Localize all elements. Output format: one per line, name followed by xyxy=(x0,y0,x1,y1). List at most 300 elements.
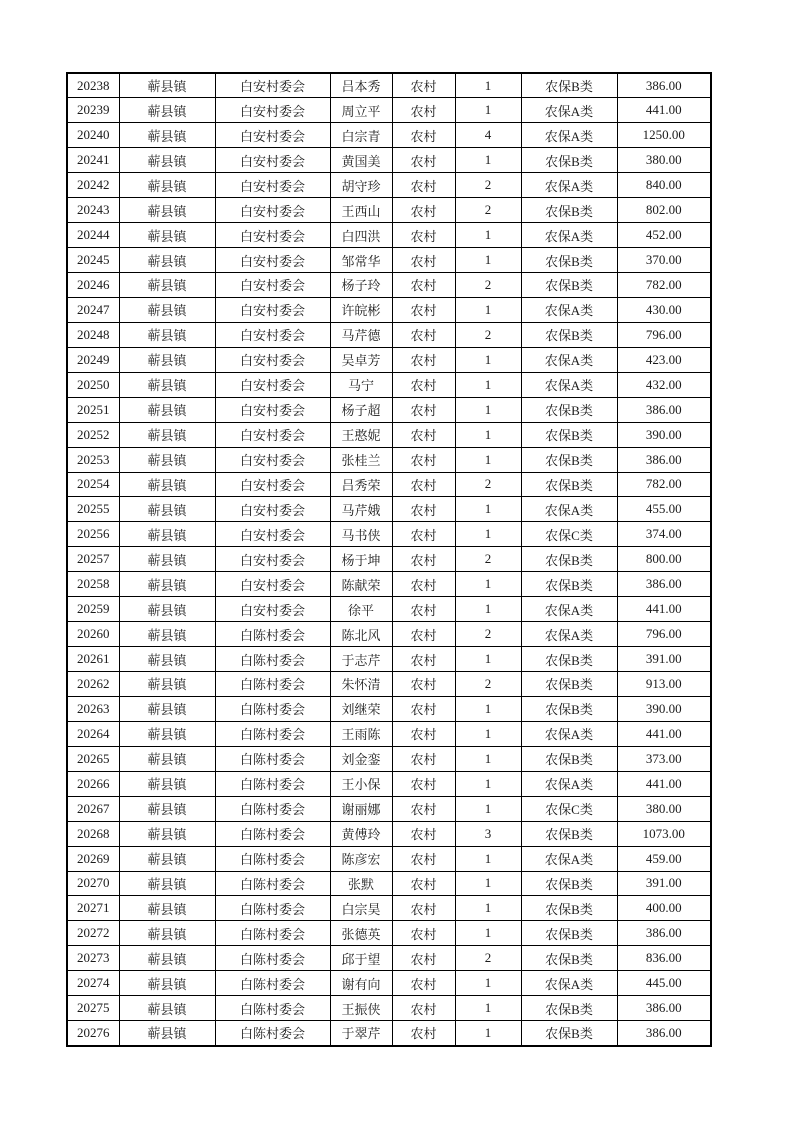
cell-insurance-category: 农保B类 xyxy=(521,148,617,173)
cell-serial-number: 20244 xyxy=(67,223,119,248)
cell-residence-type: 农村 xyxy=(392,347,455,372)
table-row xyxy=(67,597,711,622)
cell-person-name: 吕秀荣 xyxy=(330,472,392,497)
cell-town: 蕲县镇 xyxy=(119,98,215,123)
cell-village-committee: 白安村委会 xyxy=(215,372,330,397)
cell-residence-type: 农村 xyxy=(392,223,455,248)
cell-person-count: 1 xyxy=(455,248,521,273)
cell-town: 蕲县镇 xyxy=(119,696,215,721)
cell-village-committee: 白安村委会 xyxy=(215,148,330,173)
cell-person-name: 王雨陈 xyxy=(330,721,392,746)
table-row xyxy=(67,522,711,547)
table-row xyxy=(67,547,711,572)
cell-serial-number: 20245 xyxy=(67,248,119,273)
cell-amount: 432.00 xyxy=(617,372,711,397)
table-row xyxy=(67,98,711,123)
cell-person-count: 1 xyxy=(455,846,521,871)
table-row xyxy=(67,422,711,447)
cell-person-count: 1 xyxy=(455,297,521,322)
cell-serial-number: 20254 xyxy=(67,472,119,497)
cell-amount: 386.00 xyxy=(617,1021,711,1046)
cell-serial-number: 20253 xyxy=(67,447,119,472)
cell-town: 蕲县镇 xyxy=(119,647,215,672)
cell-person-name: 刘继荣 xyxy=(330,696,392,721)
cell-insurance-category: 农保B类 xyxy=(521,422,617,447)
cell-person-name: 朱怀清 xyxy=(330,672,392,697)
cell-person-count: 1 xyxy=(455,73,521,98)
cell-person-count: 1 xyxy=(455,796,521,821)
cell-serial-number: 20252 xyxy=(67,422,119,447)
cell-village-committee: 白陈村委会 xyxy=(215,746,330,771)
cell-serial-number: 20256 xyxy=(67,522,119,547)
cell-amount: 836.00 xyxy=(617,946,711,971)
cell-town: 蕲县镇 xyxy=(119,173,215,198)
cell-person-name: 杨子玲 xyxy=(330,273,392,298)
cell-insurance-category: 农保A类 xyxy=(521,297,617,322)
cell-village-committee: 白安村委会 xyxy=(215,73,330,98)
cell-residence-type: 农村 xyxy=(392,771,455,796)
cell-amount: 390.00 xyxy=(617,422,711,447)
cell-village-committee: 白陈村委会 xyxy=(215,896,330,921)
cell-insurance-category: 农保B类 xyxy=(521,696,617,721)
cell-residence-type: 农村 xyxy=(392,721,455,746)
cell-serial-number: 20268 xyxy=(67,821,119,846)
table-row xyxy=(67,173,711,198)
cell-residence-type: 农村 xyxy=(392,273,455,298)
cell-serial-number: 20246 xyxy=(67,273,119,298)
cell-residence-type: 农村 xyxy=(392,672,455,697)
cell-town: 蕲县镇 xyxy=(119,996,215,1021)
cell-person-name: 王憨妮 xyxy=(330,422,392,447)
cell-amount: 782.00 xyxy=(617,273,711,298)
cell-village-committee: 白陈村委会 xyxy=(215,622,330,647)
cell-serial-number: 20238 xyxy=(67,73,119,98)
cell-person-name: 刘金銮 xyxy=(330,746,392,771)
cell-person-name: 王西山 xyxy=(330,198,392,223)
cell-village-committee: 白安村委会 xyxy=(215,397,330,422)
cell-residence-type: 农村 xyxy=(392,472,455,497)
table-row xyxy=(67,971,711,996)
cell-insurance-category: 农保A类 xyxy=(521,721,617,746)
cell-amount: 796.00 xyxy=(617,322,711,347)
cell-town: 蕲县镇 xyxy=(119,422,215,447)
cell-serial-number: 20276 xyxy=(67,1021,119,1046)
cell-person-count: 1 xyxy=(455,746,521,771)
cell-person-name: 王振侠 xyxy=(330,996,392,1021)
cell-insurance-category: 农保B类 xyxy=(521,198,617,223)
cell-person-count: 1 xyxy=(455,522,521,547)
cell-person-name: 王小保 xyxy=(330,771,392,796)
cell-village-committee: 白安村委会 xyxy=(215,223,330,248)
table-row xyxy=(67,896,711,921)
cell-person-name: 黄傅玲 xyxy=(330,821,392,846)
cell-insurance-category: 农保A类 xyxy=(521,771,617,796)
cell-village-committee: 白陈村委会 xyxy=(215,1021,330,1046)
cell-insurance-category: 农保A类 xyxy=(521,846,617,871)
cell-person-name: 杨子超 xyxy=(330,397,392,422)
cell-town: 蕲县镇 xyxy=(119,846,215,871)
cell-person-name: 陈献荣 xyxy=(330,572,392,597)
cell-person-name: 吕本秀 xyxy=(330,73,392,98)
cell-village-committee: 白安村委会 xyxy=(215,322,330,347)
cell-village-committee: 白陈村委会 xyxy=(215,721,330,746)
cell-town: 蕲县镇 xyxy=(119,148,215,173)
cell-person-name: 于翠芹 xyxy=(330,1021,392,1046)
table-row xyxy=(67,273,711,298)
cell-residence-type: 农村 xyxy=(392,522,455,547)
cell-town: 蕲县镇 xyxy=(119,572,215,597)
cell-village-committee: 白陈村委会 xyxy=(215,846,330,871)
cell-amount: 800.00 xyxy=(617,547,711,572)
cell-serial-number: 20243 xyxy=(67,198,119,223)
cell-amount: 441.00 xyxy=(617,98,711,123)
cell-serial-number: 20272 xyxy=(67,921,119,946)
cell-town: 蕲县镇 xyxy=(119,273,215,298)
cell-serial-number: 20264 xyxy=(67,721,119,746)
cell-town: 蕲县镇 xyxy=(119,921,215,946)
cell-insurance-category: 农保B类 xyxy=(521,472,617,497)
cell-town: 蕲县镇 xyxy=(119,771,215,796)
cell-residence-type: 农村 xyxy=(392,148,455,173)
cell-town: 蕲县镇 xyxy=(119,672,215,697)
table-row xyxy=(67,248,711,273)
cell-person-count: 3 xyxy=(455,821,521,846)
cell-amount: 445.00 xyxy=(617,971,711,996)
cell-insurance-category: 农保A类 xyxy=(521,622,617,647)
cell-serial-number: 20251 xyxy=(67,397,119,422)
cell-amount: 391.00 xyxy=(617,871,711,896)
cell-residence-type: 农村 xyxy=(392,572,455,597)
cell-town: 蕲县镇 xyxy=(119,73,215,98)
cell-amount: 913.00 xyxy=(617,672,711,697)
table-row xyxy=(67,123,711,148)
cell-insurance-category: 农保B类 xyxy=(521,672,617,697)
cell-serial-number: 20261 xyxy=(67,647,119,672)
cell-serial-number: 20273 xyxy=(67,946,119,971)
cell-amount: 441.00 xyxy=(617,597,711,622)
cell-person-name: 黄国美 xyxy=(330,148,392,173)
cell-town: 蕲县镇 xyxy=(119,497,215,522)
cell-insurance-category: 农保B类 xyxy=(521,547,617,572)
cell-insurance-category: 农保B类 xyxy=(521,647,617,672)
cell-person-count: 2 xyxy=(455,472,521,497)
cell-insurance-category: 农保A类 xyxy=(521,372,617,397)
cell-village-committee: 白陈村委会 xyxy=(215,946,330,971)
cell-serial-number: 20269 xyxy=(67,846,119,871)
cell-serial-number: 20263 xyxy=(67,696,119,721)
table-row xyxy=(67,148,711,173)
cell-person-name: 胡守珍 xyxy=(330,173,392,198)
cell-town: 蕲县镇 xyxy=(119,397,215,422)
cell-village-committee: 白安村委会 xyxy=(215,497,330,522)
cell-amount: 423.00 xyxy=(617,347,711,372)
cell-residence-type: 农村 xyxy=(392,622,455,647)
cell-insurance-category: 农保B类 xyxy=(521,921,617,946)
cell-town: 蕲县镇 xyxy=(119,622,215,647)
cell-residence-type: 农村 xyxy=(392,871,455,896)
table-row xyxy=(67,821,711,846)
cell-town: 蕲县镇 xyxy=(119,547,215,572)
cell-person-name: 马芹德 xyxy=(330,322,392,347)
table-row xyxy=(67,347,711,372)
cell-amount: 374.00 xyxy=(617,522,711,547)
cell-person-name: 杨于坤 xyxy=(330,547,392,572)
cell-person-count: 1 xyxy=(455,223,521,248)
cell-serial-number: 20260 xyxy=(67,622,119,647)
cell-person-count: 2 xyxy=(455,622,521,647)
cell-town: 蕲县镇 xyxy=(119,198,215,223)
cell-person-name: 马芹娥 xyxy=(330,497,392,522)
cell-village-committee: 白安村委会 xyxy=(215,347,330,372)
cell-amount: 370.00 xyxy=(617,248,711,273)
cell-person-count: 1 xyxy=(455,771,521,796)
cell-amount: 386.00 xyxy=(617,447,711,472)
cell-amount: 380.00 xyxy=(617,148,711,173)
cell-amount: 452.00 xyxy=(617,223,711,248)
table-row xyxy=(67,996,711,1021)
cell-person-count: 1 xyxy=(455,721,521,746)
cell-insurance-category: 农保A类 xyxy=(521,223,617,248)
table-row xyxy=(67,572,711,597)
cell-town: 蕲县镇 xyxy=(119,721,215,746)
cell-residence-type: 农村 xyxy=(392,397,455,422)
cell-serial-number: 20274 xyxy=(67,971,119,996)
cell-person-name: 许皖彬 xyxy=(330,297,392,322)
cell-insurance-category: 农保A类 xyxy=(521,98,617,123)
cell-amount: 459.00 xyxy=(617,846,711,871)
cell-person-count: 1 xyxy=(455,896,521,921)
cell-village-committee: 白陈村委会 xyxy=(215,821,330,846)
cell-town: 蕲县镇 xyxy=(119,372,215,397)
cell-amount: 441.00 xyxy=(617,771,711,796)
cell-person-count: 2 xyxy=(455,198,521,223)
cell-village-committee: 白陈村委会 xyxy=(215,796,330,821)
cell-village-committee: 白陈村委会 xyxy=(215,871,330,896)
table-row xyxy=(67,921,711,946)
cell-person-count: 1 xyxy=(455,1021,521,1046)
cell-village-committee: 白安村委会 xyxy=(215,597,330,622)
cell-person-name: 邹常华 xyxy=(330,248,392,273)
cell-residence-type: 农村 xyxy=(392,248,455,273)
cell-residence-type: 农村 xyxy=(392,696,455,721)
cell-person-name: 马宁 xyxy=(330,372,392,397)
table-row xyxy=(67,73,711,98)
cell-village-committee: 白安村委会 xyxy=(215,572,330,597)
cell-insurance-category: 农保B类 xyxy=(521,996,617,1021)
cell-village-committee: 白陈村委会 xyxy=(215,696,330,721)
cell-town: 蕲县镇 xyxy=(119,1021,215,1046)
cell-person-count: 2 xyxy=(455,547,521,572)
table-row xyxy=(67,946,711,971)
cell-insurance-category: 农保A类 xyxy=(521,497,617,522)
cell-person-count: 2 xyxy=(455,322,521,347)
cell-amount: 430.00 xyxy=(617,297,711,322)
cell-serial-number: 20258 xyxy=(67,572,119,597)
cell-person-count: 2 xyxy=(455,173,521,198)
cell-insurance-category: 农保B类 xyxy=(521,397,617,422)
cell-insurance-category: 农保B类 xyxy=(521,821,617,846)
cell-residence-type: 农村 xyxy=(392,996,455,1021)
cell-serial-number: 20250 xyxy=(67,372,119,397)
cell-residence-type: 农村 xyxy=(392,173,455,198)
cell-insurance-category: 农保A类 xyxy=(521,347,617,372)
cell-residence-type: 农村 xyxy=(392,846,455,871)
cell-residence-type: 农村 xyxy=(392,372,455,397)
table-row xyxy=(67,322,711,347)
cell-person-count: 1 xyxy=(455,148,521,173)
cell-residence-type: 农村 xyxy=(392,422,455,447)
cell-insurance-category: 农保A类 xyxy=(521,597,617,622)
cell-village-committee: 白安村委会 xyxy=(215,198,330,223)
cell-village-committee: 白安村委会 xyxy=(215,472,330,497)
cell-person-count: 1 xyxy=(455,497,521,522)
table-row xyxy=(67,746,711,771)
cell-residence-type: 农村 xyxy=(392,946,455,971)
cell-town: 蕲县镇 xyxy=(119,223,215,248)
cell-person-name: 马书侠 xyxy=(330,522,392,547)
cell-person-count: 4 xyxy=(455,123,521,148)
cell-town: 蕲县镇 xyxy=(119,322,215,347)
cell-town: 蕲县镇 xyxy=(119,123,215,148)
cell-person-count: 1 xyxy=(455,996,521,1021)
cell-village-committee: 白陈村委会 xyxy=(215,996,330,1021)
cell-village-committee: 白陈村委会 xyxy=(215,771,330,796)
cell-residence-type: 农村 xyxy=(392,98,455,123)
table-row xyxy=(67,771,711,796)
cell-amount: 782.00 xyxy=(617,472,711,497)
cell-town: 蕲县镇 xyxy=(119,971,215,996)
cell-amount: 380.00 xyxy=(617,796,711,821)
cell-insurance-category: 农保B类 xyxy=(521,871,617,896)
cell-serial-number: 20266 xyxy=(67,771,119,796)
cell-serial-number: 20270 xyxy=(67,871,119,896)
table-row xyxy=(67,297,711,322)
table-row xyxy=(67,198,711,223)
cell-insurance-category: 农保B类 xyxy=(521,746,617,771)
cell-amount: 386.00 xyxy=(617,921,711,946)
cell-village-committee: 白陈村委会 xyxy=(215,971,330,996)
cell-amount: 386.00 xyxy=(617,996,711,1021)
cell-person-count: 1 xyxy=(455,347,521,372)
cell-town: 蕲县镇 xyxy=(119,597,215,622)
table-row xyxy=(67,372,711,397)
cell-insurance-category: 农保B类 xyxy=(521,248,617,273)
cell-person-count: 1 xyxy=(455,971,521,996)
cell-amount: 386.00 xyxy=(617,73,711,98)
cell-town: 蕲县镇 xyxy=(119,896,215,921)
cell-residence-type: 农村 xyxy=(392,971,455,996)
cell-town: 蕲县镇 xyxy=(119,746,215,771)
cell-person-name: 徐平 xyxy=(330,597,392,622)
cell-serial-number: 20247 xyxy=(67,297,119,322)
cell-village-committee: 白安村委会 xyxy=(215,248,330,273)
cell-person-name: 白宗昊 xyxy=(330,896,392,921)
cell-insurance-category: 农保B类 xyxy=(521,73,617,98)
cell-village-committee: 白安村委会 xyxy=(215,522,330,547)
insurance-roster-table xyxy=(66,72,712,1047)
cell-serial-number: 20239 xyxy=(67,98,119,123)
cell-person-name: 邱于望 xyxy=(330,946,392,971)
cell-residence-type: 农村 xyxy=(392,921,455,946)
cell-serial-number: 20248 xyxy=(67,322,119,347)
cell-person-name: 张桂兰 xyxy=(330,447,392,472)
cell-person-count: 2 xyxy=(455,946,521,971)
cell-person-count: 1 xyxy=(455,871,521,896)
cell-serial-number: 20249 xyxy=(67,347,119,372)
cell-serial-number: 20240 xyxy=(67,123,119,148)
cell-town: 蕲县镇 xyxy=(119,297,215,322)
cell-town: 蕲县镇 xyxy=(119,871,215,896)
cell-amount: 400.00 xyxy=(617,896,711,921)
cell-town: 蕲县镇 xyxy=(119,447,215,472)
cell-serial-number: 20242 xyxy=(67,173,119,198)
table-row xyxy=(67,846,711,871)
cell-amount: 386.00 xyxy=(617,572,711,597)
cell-residence-type: 农村 xyxy=(392,73,455,98)
cell-residence-type: 农村 xyxy=(392,896,455,921)
cell-amount: 391.00 xyxy=(617,647,711,672)
cell-insurance-category: 农保B类 xyxy=(521,273,617,298)
cell-person-count: 1 xyxy=(455,98,521,123)
cell-residence-type: 农村 xyxy=(392,796,455,821)
cell-serial-number: 20241 xyxy=(67,148,119,173)
cell-person-count: 1 xyxy=(455,447,521,472)
table-row xyxy=(67,696,711,721)
table-row xyxy=(67,223,711,248)
cell-residence-type: 农村 xyxy=(392,547,455,572)
cell-person-count: 1 xyxy=(455,647,521,672)
cell-amount: 1250.00 xyxy=(617,123,711,148)
table-row xyxy=(67,497,711,522)
cell-town: 蕲县镇 xyxy=(119,796,215,821)
cell-village-committee: 白安村委会 xyxy=(215,98,330,123)
cell-serial-number: 20259 xyxy=(67,597,119,622)
cell-person-count: 1 xyxy=(455,372,521,397)
table-row xyxy=(67,647,711,672)
cell-amount: 386.00 xyxy=(617,397,711,422)
cell-insurance-category: 农保B类 xyxy=(521,447,617,472)
cell-insurance-category: 农保A类 xyxy=(521,173,617,198)
cell-amount: 455.00 xyxy=(617,497,711,522)
cell-town: 蕲县镇 xyxy=(119,347,215,372)
cell-insurance-category: 农保B类 xyxy=(521,322,617,347)
table-row xyxy=(67,721,711,746)
cell-serial-number: 20257 xyxy=(67,547,119,572)
table-row xyxy=(67,397,711,422)
cell-amount: 796.00 xyxy=(617,622,711,647)
cell-amount: 441.00 xyxy=(617,721,711,746)
cell-insurance-category: 农保C类 xyxy=(521,522,617,547)
cell-village-committee: 白陈村委会 xyxy=(215,647,330,672)
cell-person-count: 1 xyxy=(455,597,521,622)
table-row xyxy=(67,622,711,647)
cell-town: 蕲县镇 xyxy=(119,522,215,547)
table-row xyxy=(67,672,711,697)
cell-town: 蕲县镇 xyxy=(119,821,215,846)
cell-residence-type: 农村 xyxy=(392,297,455,322)
cell-insurance-category: 农保B类 xyxy=(521,896,617,921)
cell-insurance-category: 农保A类 xyxy=(521,971,617,996)
cell-person-name: 周立平 xyxy=(330,98,392,123)
cell-person-name: 陈彦宏 xyxy=(330,846,392,871)
cell-residence-type: 农村 xyxy=(392,647,455,672)
cell-village-committee: 白安村委会 xyxy=(215,297,330,322)
cell-residence-type: 农村 xyxy=(392,1021,455,1046)
cell-insurance-category: 农保B类 xyxy=(521,572,617,597)
cell-village-committee: 白安村委会 xyxy=(215,547,330,572)
cell-residence-type: 农村 xyxy=(392,497,455,522)
cell-amount: 373.00 xyxy=(617,746,711,771)
